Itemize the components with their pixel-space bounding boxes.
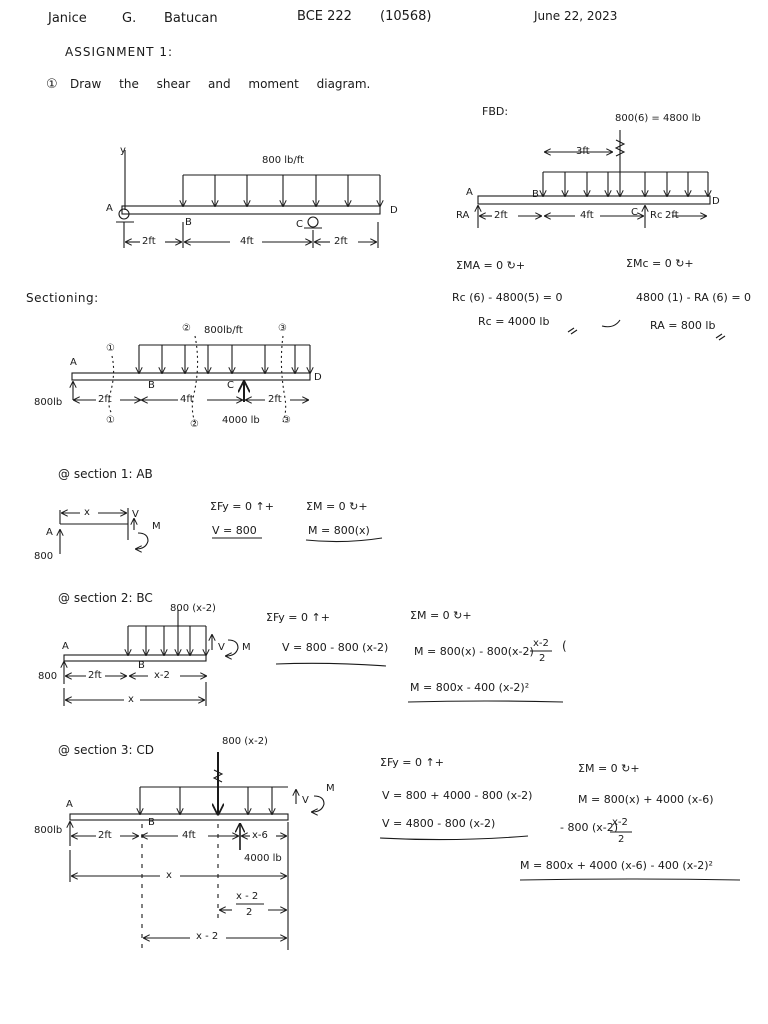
section3-frac-num: x-2 xyxy=(612,817,628,828)
fbd-arm: 3ft xyxy=(576,146,590,157)
section3-rc: 4000 lb xyxy=(244,853,282,864)
sectioning-circ-2-top: ② xyxy=(182,323,191,334)
sectioning-circ-1: ① xyxy=(106,415,115,426)
sectioning-circ-3: ③ xyxy=(282,415,291,426)
section2-m: M xyxy=(242,642,251,653)
eq-ra-line1: 4800 (1) - RA (6) = 0 xyxy=(636,291,752,304)
section2-frac-num: x-2 xyxy=(533,638,549,649)
fbd-ra: RA xyxy=(456,210,470,221)
student-last-name: Batucan xyxy=(164,11,218,26)
item-number: ① xyxy=(46,77,58,92)
fbd-rc: Rc xyxy=(650,210,663,221)
sectioning-circ-3-top: ③ xyxy=(278,323,287,334)
section2-title: @ section 2: BC xyxy=(58,591,153,605)
sectioning-point-b: B xyxy=(148,380,155,391)
section2-a: A xyxy=(62,641,69,652)
point-c-label: C xyxy=(296,219,303,230)
section2-frac-den: 2 xyxy=(539,653,546,664)
section1-m: M xyxy=(152,521,161,532)
main-beam-diagram xyxy=(116,150,380,248)
student-first-name: Janice xyxy=(48,11,87,26)
sectioning-dim-bc: 4ft xyxy=(180,394,194,405)
assignment-title: ASSIGNMENT 1: xyxy=(65,45,173,59)
section1-eq-fy: ΣFy = 0 ↑+ xyxy=(210,500,274,513)
section2-load: 800 (x-2) xyxy=(170,603,216,614)
beam xyxy=(122,206,380,214)
fbd-beam xyxy=(478,196,710,204)
section2-m-b: M = 800x - 400 (x-2)² xyxy=(410,681,530,694)
section3-title: @ section 3: CD xyxy=(58,743,154,757)
fbd-point-a: A xyxy=(466,187,473,198)
sectioning-point-d: D xyxy=(314,372,322,383)
sectioning-point-a: A xyxy=(70,357,77,368)
fbd-resultant: 800(6) = 4800 lb xyxy=(615,113,701,124)
fbd-point-c: C xyxy=(631,207,638,218)
eq-rc-line1: Rc (6) - 4800(5) = 0 xyxy=(452,291,563,304)
load-label: 800 lb/ft xyxy=(262,155,305,166)
section2-v: V xyxy=(218,642,225,653)
fbd-point-b: B xyxy=(532,189,539,200)
dim-cd: 2ft xyxy=(334,236,348,247)
section3-m-c: M = 800x + 4000 (x-6) - 400 (x-2)² xyxy=(520,859,713,872)
section3-eq-fy: ΣFy = 0 ↑+ xyxy=(380,756,444,769)
section2-x: x xyxy=(128,694,134,705)
section3-m-b: - 800 (x-2) xyxy=(560,821,619,834)
section3-m-a: M = 800(x) + 4000 (x-6) xyxy=(578,793,714,806)
class-code: (10568) xyxy=(380,9,432,24)
section3-v-a: V = 800 + 4000 - 800 (x-2) xyxy=(382,789,533,802)
dim-bc: 4ft xyxy=(240,236,254,247)
section1-m-result: M = 800(x) xyxy=(308,524,370,537)
section3-v: V xyxy=(302,795,309,806)
section3-full: x - 2 xyxy=(196,931,219,942)
section2-dim1: 2ft xyxy=(88,670,102,681)
section3-dim2: 4ft xyxy=(182,830,196,841)
section3-m: M xyxy=(326,783,335,794)
sectioning-point-c: C xyxy=(227,380,234,391)
section3-dim3: x-6 xyxy=(252,830,268,841)
eq-sum-mc: ΣMc = 0 ↻+ xyxy=(626,257,694,270)
section2-m-a: M = 800(x) - 800(x-2) xyxy=(414,645,534,658)
section2-eq-fy: ΣFy = 0 ↑+ xyxy=(266,611,330,624)
v3-underline xyxy=(380,836,528,840)
section-beam xyxy=(72,373,310,380)
section1-eq-m: ΣM = 0 ↻+ xyxy=(306,500,368,513)
roller-support-c xyxy=(308,217,318,227)
section2-paren-open: ( xyxy=(562,639,567,653)
m3-underline xyxy=(520,879,740,880)
section3-dim1: 2ft xyxy=(98,830,112,841)
section3-b: B xyxy=(148,817,155,828)
sectioning-label: Sectioning: xyxy=(26,291,99,305)
date: June 22, 2023 xyxy=(534,9,618,23)
section2-eq-m: ΣM = 0 ↻+ xyxy=(410,609,472,622)
section1-title: @ section 1: AB xyxy=(58,467,153,481)
section1-force: 800 xyxy=(34,551,54,562)
fbd-dim-cd: 2ft xyxy=(665,210,679,221)
section3-x: x xyxy=(166,870,172,881)
section3-frac-den: 2 xyxy=(618,834,625,845)
section3-v-b: V = 4800 - 800 (x-2) xyxy=(382,817,496,830)
m2-underline xyxy=(408,701,563,702)
fbd-dim-ab: 2ft xyxy=(494,210,508,221)
section1-a: A xyxy=(46,527,53,538)
eq-ra-result: RA = 800 lb xyxy=(650,319,716,332)
fbd-title: FBD: xyxy=(482,105,509,118)
section3-eq-m: ΣM = 0 ↻+ xyxy=(578,762,640,775)
sectioning-dim-cd: 2ft xyxy=(268,394,282,405)
result-underline-rc xyxy=(602,320,620,327)
dim-ab: 2ft xyxy=(142,236,156,247)
section2-b: B xyxy=(138,660,145,671)
eq-rc-result: Rc = 4000 lb xyxy=(478,315,550,328)
fbd-dim-bc: 4ft xyxy=(580,210,594,221)
section3-lever-den: 2 xyxy=(246,907,253,918)
fbd-point-d: D xyxy=(712,196,720,207)
point-b-label: B xyxy=(185,217,192,228)
instruction: Draw the shear and moment diagram. xyxy=(70,77,371,91)
point-d-label: D xyxy=(390,205,398,216)
section2-v-result: V = 800 - 800 (x-2) xyxy=(282,641,389,654)
section1-x: x xyxy=(84,507,90,518)
section3-load: 800 (x-2) xyxy=(222,736,268,747)
sectioning-ra: 800lb xyxy=(34,397,63,408)
section2-dim2: x-2 xyxy=(154,670,170,681)
course-code: BCE 222 xyxy=(297,9,352,24)
point-a-label: A xyxy=(106,203,113,214)
section3-force: 800lb xyxy=(34,825,63,836)
sectioning-circ-2: ② xyxy=(190,419,199,430)
sectioning-dim-ab: 2ft xyxy=(98,394,112,405)
eq-sum-ma: ΣMA = 0 ↻+ xyxy=(456,259,526,272)
sectioning-load: 800lb/ft xyxy=(204,325,243,336)
y-axis-label: y xyxy=(120,145,126,156)
section2-force: 800 xyxy=(38,671,58,682)
sectioning-circ-1-top: ① xyxy=(106,343,115,354)
section3-lever-num: x - 2 xyxy=(236,891,259,902)
student-middle-initial: G. xyxy=(122,11,137,26)
fbd-diagram xyxy=(478,130,725,340)
sectioning-rc: 4000 lb xyxy=(222,415,260,426)
section3-a: A xyxy=(66,799,73,810)
section1-v: V xyxy=(132,509,139,520)
section1-v-result: V = 800 xyxy=(212,524,257,537)
